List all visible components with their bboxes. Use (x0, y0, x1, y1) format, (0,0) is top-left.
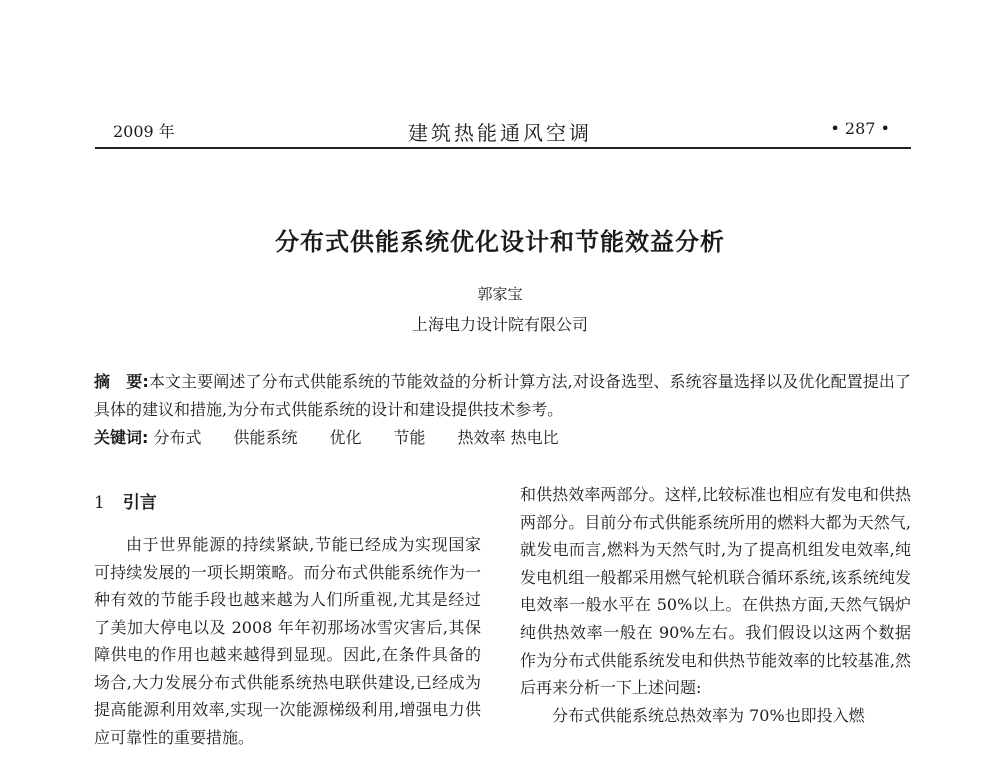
right-column (520, 481, 911, 729)
header-rule (95, 147, 911, 149)
section-heading (94, 488, 481, 513)
right-paragraph-1: 和供热效率两部分。这样,比较标准也相应有发电和供热两部分。目前分布式供能系统所用的燃料大都为天然气,就发电而言,燃料为天然气时,为了提高机组发电效率,纯发电机组一般都采用燃气轮机联合循环系统,该系统纯发电效率一般水平在 50%以上。在供热方面,天然气锅炉纯供热效率一般在 90%左右。我们假设以这两个数据作为分布式供能系统发电和供热节能效率的比较基准,然后再来分析一下上述问题: (520, 485, 911, 698)
left-column (94, 488, 481, 751)
left-paragraph: 由于世界能源的持续紧缺,节能已经成为实现国家可持续发展的一项长期策略。而分布式供能系统作为一种有效的节能手段也越来越为人们所重视,尤其是经过了美加大停电以及 2008 年年初那场冰雪灾害后,其保障供电的作用也越来越得到显现。因此,在条件具备的场合,大力发展分布式供能系统热电联供建设,已经成为提高能源利用效率,实现一次能源梯级利用,增强电力供应可靠性的重要措施。 (94, 535, 481, 747)
paper-affiliation: 上海电力设计院有限公司 (411, 315, 588, 334)
header-journal-name: 建筑热能通风空调 (408, 121, 592, 145)
abstract (94, 368, 911, 424)
abstract-text: 本文主要阐述了分布式供能系统的节能效益的分析计算方法,对设备选型、系统容量选择以及优化配置提出了具体的建议和措施,为分布式供能系统的设计和建设提供技术参考。 (94, 372, 911, 419)
right-paragraph-2: 分布式供能系统总热效率为 70%也即投入燃 (552, 705, 865, 725)
paper-author: 郭家宝 (477, 285, 523, 303)
header-page-number: • 287 • (830, 119, 890, 138)
header-year: 2009 年 (113, 122, 175, 141)
keywords (94, 424, 559, 452)
keywords-label: 关键词: (94, 428, 149, 447)
section-title: 引言 (122, 493, 157, 513)
section-number: 1 (94, 493, 105, 513)
paper-title: 分布式供能系统优化设计和节能效益分析 (275, 228, 725, 256)
keywords-text: 分布式 供能系统 优化 节能 热效率 热电比 (148, 428, 559, 447)
abstract-label: 摘 要: (94, 372, 149, 391)
